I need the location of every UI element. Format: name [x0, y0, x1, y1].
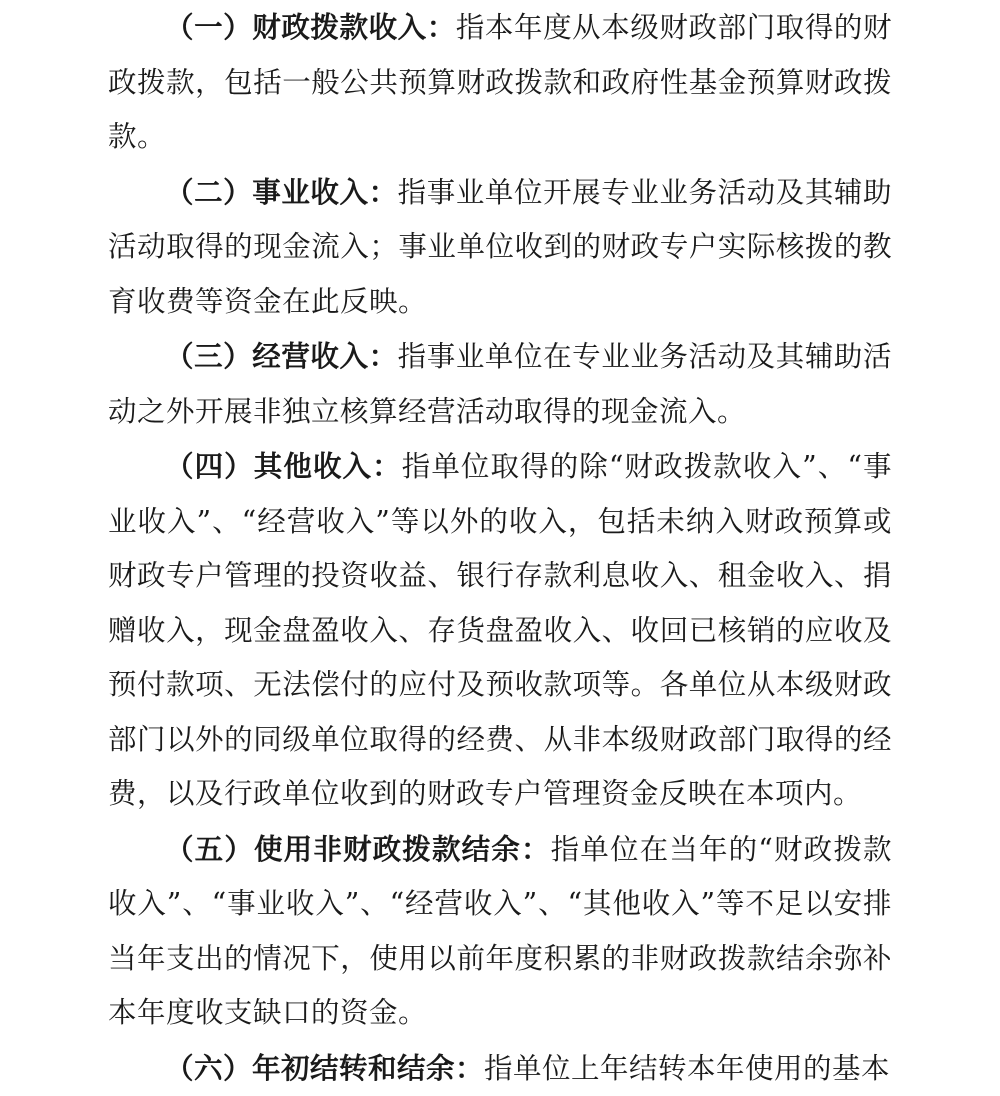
paragraph-5	[108, 822, 892, 1041]
paragraph-1-lead: （一）财政拨款收入：	[165, 10, 456, 44]
paragraph-6-lead: （六）年初结转和结余：	[165, 1051, 484, 1085]
paragraph-5-body: 指单位在当年的“财政拨款收入”、“事业收入”、“经营收入”、“其他收入”等不足以安排当年支出的情况下，使用以前年度积累的非财政拨款结余弥补本年度收支缺口的资金。	[108, 833, 892, 1030]
paragraph-3-lead: （三）经营收入：	[165, 339, 398, 373]
paragraph-3	[108, 329, 892, 439]
paragraph-2-body: 指事业单位开展专业业务活动及其辅助活动取得的现金流入；事业单位收到的财政专户实际核拨的教育收费等资金在此反映。	[108, 176, 892, 318]
paragraph-2	[108, 165, 892, 330]
paragraph-5-lead: （五）使用非财政拨款结余：	[165, 832, 551, 866]
paragraph-6-body: 指单位上年结转本年使用的基本	[484, 1052, 890, 1085]
paragraph-4-body: 指单位取得的除“财政拨款收入”、“事业收入”、“经营收入”等以外的收入，包括未纳入财政预算或财政专户管理的投资收益、银行存款利息收入、租金收入、捐赠收入，现金盘盈收入、存货盘盈收入、收回已核销的应收及预付款项、无法偿付的应付及预收款项等。各单位从本级财政部门以外的同级单位取得的经费、从非本级财政部门取得的经费，以及行政单位收到的财政专户管理资金反映在本项内。	[108, 450, 892, 810]
paragraph-4-lead: （四）其他收入：	[165, 449, 402, 483]
paragraph-2-lead: （二）事业收入：	[165, 175, 398, 209]
paragraph-6	[108, 1041, 892, 1096]
paragraph-4	[108, 439, 892, 822]
paragraph-3-body: 指事业单位在专业业务活动及其辅助活动之外开展非独立核算经营活动取得的现金流入。	[108, 340, 892, 428]
paragraph-1	[108, 0, 892, 165]
paragraph-1-body: 指本年度从本级财政部门取得的财政拨款，包括一般公共预算财政拨款和政府性基金预算财政拨款。	[108, 11, 892, 153]
